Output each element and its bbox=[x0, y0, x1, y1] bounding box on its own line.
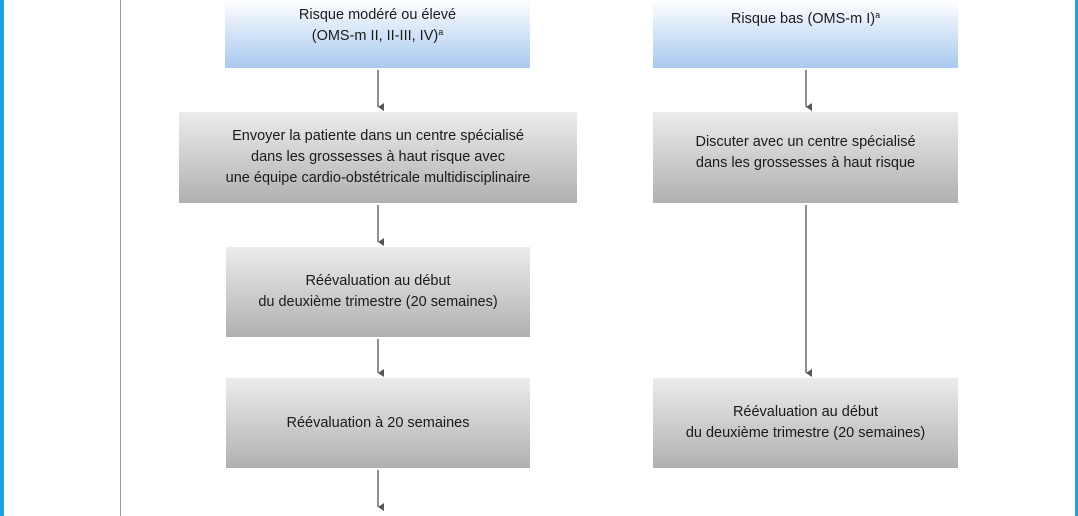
right-discuss-line2: dans les grossesses à haut risque bbox=[695, 155, 916, 171]
left-reeval-trimester-line1: Réévaluation au début bbox=[305, 273, 451, 289]
left-risk-footnote: a bbox=[438, 27, 444, 37]
left-risk-line1: Risque modéré ou élevé bbox=[298, 7, 457, 23]
left-referral-line1: Envoyer la patiente dans un centre spécialisé bbox=[232, 128, 524, 144]
left-referral-line3: une équipe cardio-obstétricale multidisciplinaire bbox=[225, 170, 531, 186]
right-risk-footnote: a bbox=[875, 10, 881, 20]
left-reeval-20w-line1: Réévaluation à 20 semaines bbox=[286, 414, 470, 431]
right-reeval-trimester-line1: Réévaluation au début bbox=[732, 404, 879, 420]
right-discuss-line1: Discuter avec un centre spécialisé bbox=[695, 134, 916, 150]
left-reeval-trimester-line2: du deuxième trimestre (20 semaines) bbox=[258, 294, 498, 310]
left-risk-line2: (OMS-m II, II-III, IV)$^a$ bbox=[311, 27, 444, 44]
right-risk-line1: Risque bas (OMS-m I)$^a$ bbox=[730, 10, 881, 27]
right-reeval-trimester-line2: du deuxième trimestre (20 semaines) bbox=[685, 425, 926, 441]
left-referral-line2: dans les grossesses à haut risque avec bbox=[251, 149, 505, 165]
